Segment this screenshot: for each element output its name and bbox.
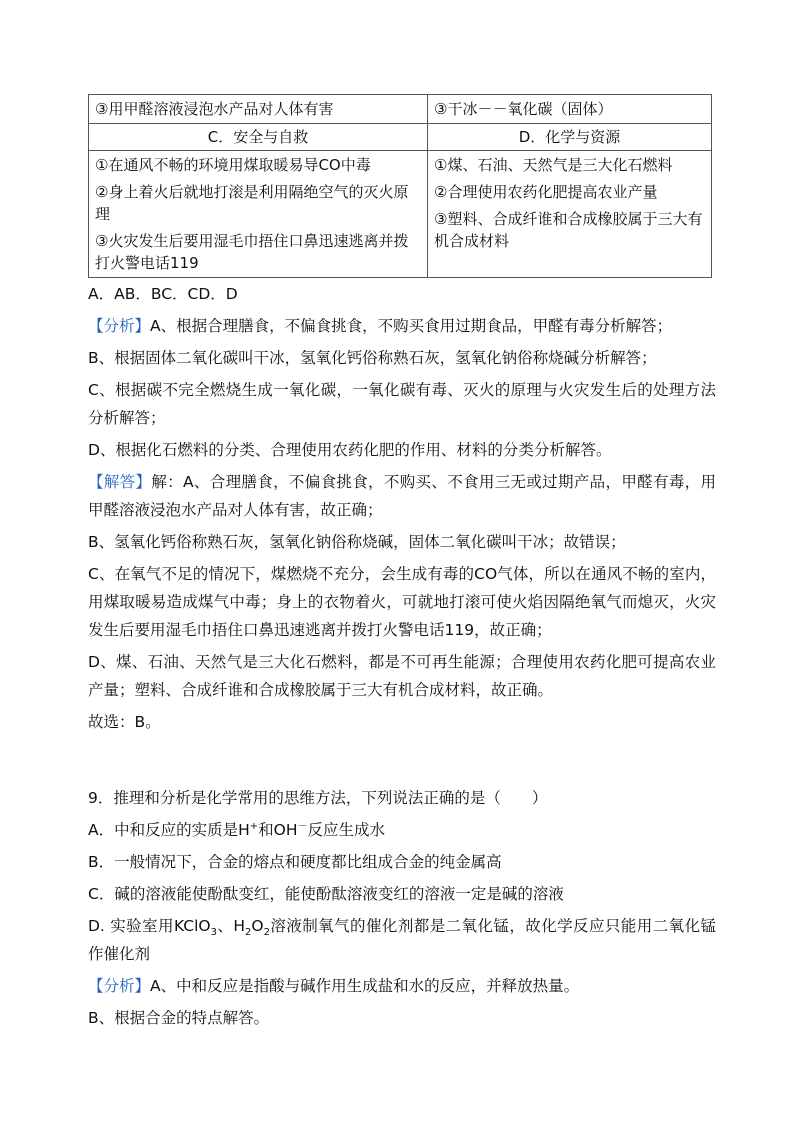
list-item: ①在通风不畅的环境用煤取暖易导CO中毒	[95, 156, 371, 174]
solution-answer: 故选：B。	[88, 713, 161, 731]
document-page	[88, 94, 716, 1036]
analysis-tag: 【分析】	[88, 977, 151, 995]
solution-c: C、在氧气不足的情况下，煤燃烧不充分，会生成有毒的CO气体，所以在通风不畅的室内，用煤取暖易造成煤气中毒；身上的衣物着火，可就地打滚可使火焰因隔绝氧气而熄灭，火灾发生后要用湿毛巾捂住口鼻迅速逃离并拨打火警电话119，故正确；	[88, 565, 716, 639]
table-header-row	[89, 124, 712, 151]
analysis-c: C、根据碳不完全燃烧生成一氧化碳，一氧化碳有毒、灭火的原理与火灾发生后的处理方法分析解答；	[88, 381, 716, 427]
answer-options: A．AB．BC．CD．D	[88, 285, 238, 303]
analysis-b: B、根据固体二氧化碳叫干冰，氢氧化钙俗称熟石灰，氢氧化钠俗称烧碱分析解答；	[88, 349, 657, 367]
table-header-d: D．化学与资源	[428, 124, 712, 151]
list-item: ②身上着火后就地打滚是利用隔绝空气的灭火原理	[95, 183, 409, 223]
list-item: ③火灾发生后要用湿毛巾捂住口鼻迅速逃离并拨打火警电话119	[95, 232, 409, 272]
table-cell-c-items	[89, 151, 428, 278]
question-9-option-b: B．一般情况下，合金的熔点和硬度都比组成合金的纯金属高	[88, 853, 502, 871]
table-cell-a3: ③用甲醛溶液浸泡水产品对人体有害	[89, 95, 428, 124]
solution-b: B、氢氧化钙俗称熟石灰，氢氧化钠俗称烧碱，固体二氧化碳叫干冰；故错误；	[88, 533, 626, 551]
knowledge-table	[88, 94, 712, 278]
table-row	[89, 95, 712, 124]
table-header-c: C．安全与自救	[89, 124, 428, 151]
spacer	[88, 740, 716, 784]
question-9-option-d: D. 实验室用KClO$_3$、$H_2O_2$溶液制氧气的催化剂都是二氧化锰，故化学反应只能用二氧化锰作催化剂	[88, 917, 717, 963]
solution-tag: 【解答】	[88, 473, 152, 491]
table-cell-b3: ③干冰－－氧化碳（固体）	[428, 95, 712, 124]
analysis2-b: B、根据合金的特点解答。	[88, 1009, 270, 1027]
analysis2-a: 【分析】A、中和反应是指酸与碱作用生成盐和水的反应，并释放热量。	[88, 977, 580, 995]
question-9-option-c: C．碱的溶液能使酚酞变红，能使酚酞溶液变红的溶液一定是碱的溶液	[88, 885, 564, 903]
analysis-a: 【分析】A、根据合理膳食，不偏食挑食，不购买食用过期食品，甲醛有毒分析解答；	[88, 317, 673, 335]
list-item: ②合理使用农药化肥提高农业产量	[434, 183, 658, 201]
solution-a: 【解答】解：A、合理膳食，不偏食挑食，不购买、不食用三无或过期产品，甲醛有毒，用甲醛溶液浸泡水产品对人体有害，故正确；	[88, 473, 716, 519]
list-item: ①煤、石油、天然气是三大化石燃料	[434, 156, 673, 174]
table-cell-d-items	[428, 151, 712, 278]
question-9-option-a: A．中和反应的实质是H+和OH－反应生成水	[88, 820, 386, 839]
list-item: ③塑料、合成纤谁和合成橡胶属于三大有机合成材料	[434, 210, 703, 250]
question-9-stem: 9．推理和分析是化学常用的思维方法，下列说法正确的是（ ）	[88, 789, 548, 807]
table-row	[89, 151, 712, 278]
analysis-d: D、根据化石燃料的分类、合理使用农药化肥的作用、材料的分类分析解答。	[88, 441, 612, 459]
solution-d: D、煤、石油、天然气是三大化石燃料，都是不可再生能源；合理使用农药化肥可提高农业产量；塑料、合成纤谁和合成橡胶属于三大有机合成材料，故正确。	[88, 653, 716, 699]
analysis-tag: 【分析】	[88, 317, 151, 335]
